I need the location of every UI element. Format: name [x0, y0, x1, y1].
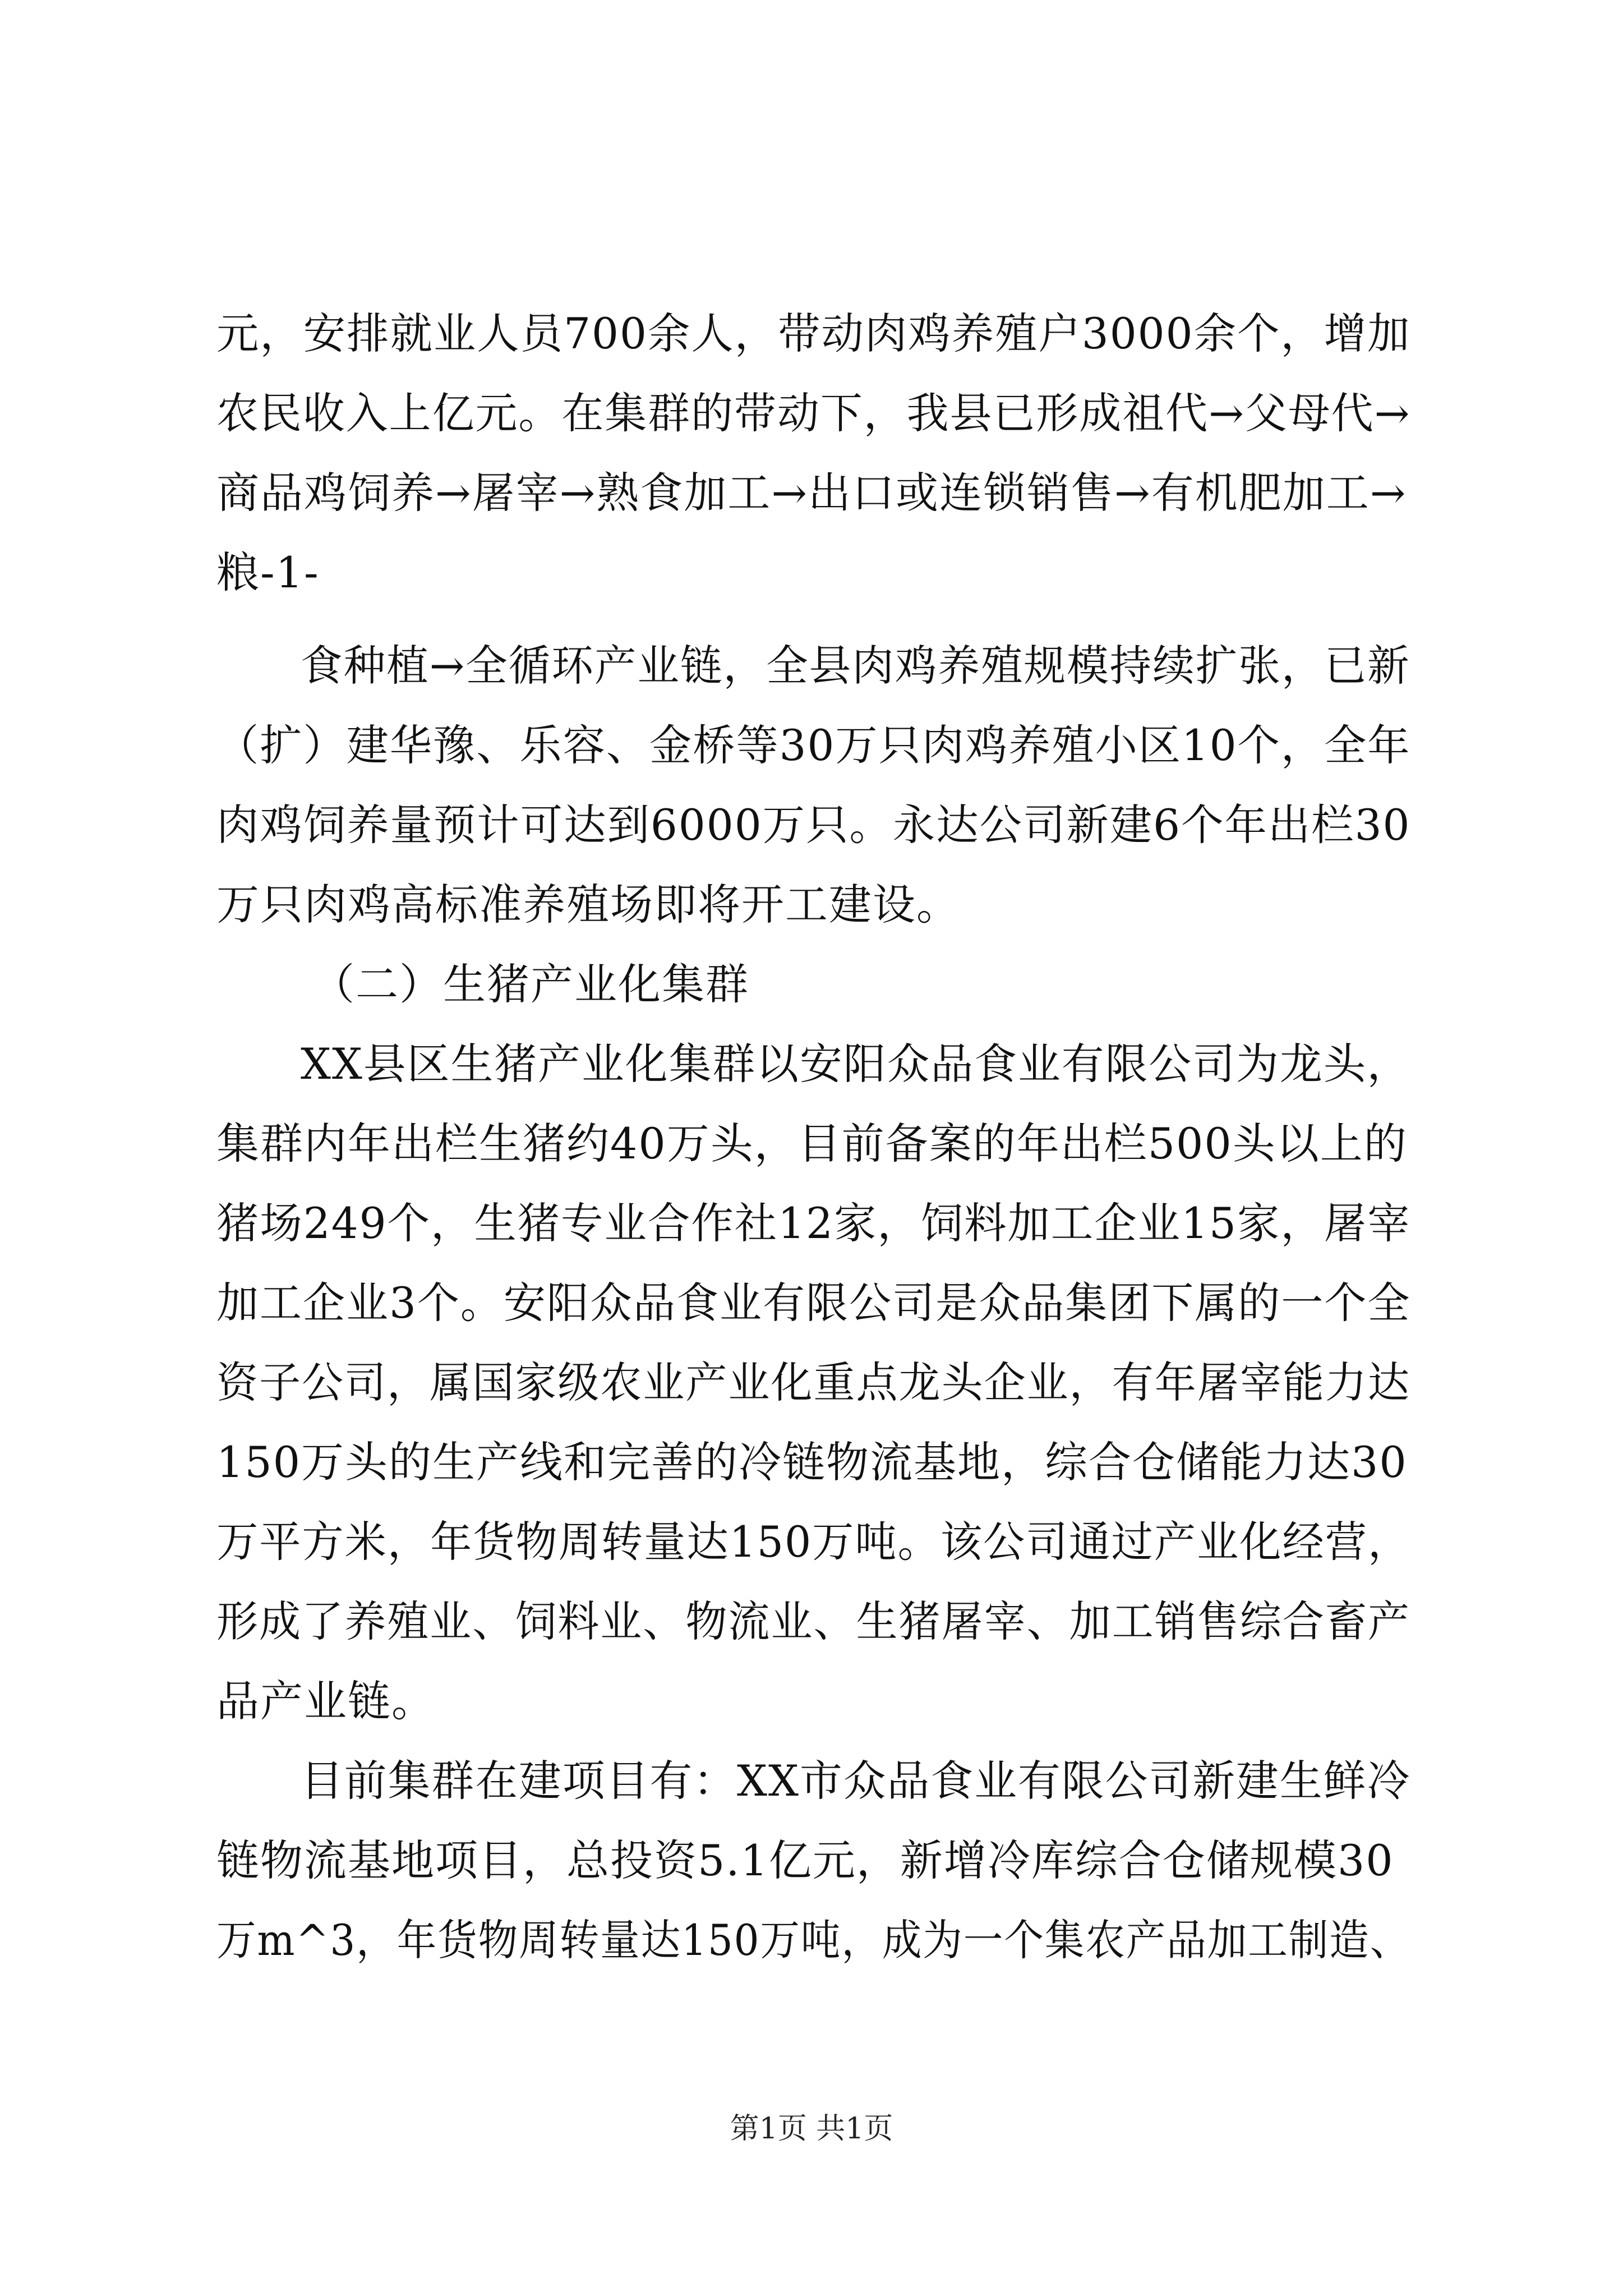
- body-text-line: 品产业链。: [216, 1676, 435, 1726]
- body-text-line: 猪场249个，生猪专业合作社12家，饲料加工企业15家，屠宰: [216, 1198, 1411, 1248]
- body-text-line: 农民收入上亿元。在集群的带动下，我县已形成祖代→父母代→: [216, 388, 1411, 438]
- body-text-line: 形成了养殖业、饲料业、物流业、生猪屠宰、加工销售综合畜产: [216, 1596, 1410, 1646]
- paragraph-first-line: 食种植→全循环产业链，全县肉鸡养殖规模持续扩张，已新: [301, 641, 1410, 691]
- body-text-line: 资子公司，属国家级农业产业化重点龙头企业，有年屠宰能力达: [216, 1358, 1410, 1407]
- body-text-line: 商品鸡饲养→屠宰→熟食加工→出口或连锁销售→有机肥加工→: [216, 468, 1407, 518]
- section-heading: （二）生猪产业化集群: [312, 959, 749, 1009]
- body-text-line: （扩）建华豫、乐容、金桥等30万只肉鸡养殖小区10个，全年: [216, 720, 1411, 770]
- body-text-line: 链物流基地项目，总投资5.1亿元，新增冷库综合仓储规模30: [216, 1835, 1394, 1885]
- paragraph-first-line: XX县区生猪产业化集群以安阳众品食业有限公司为龙头，: [301, 1039, 1411, 1089]
- body-text-line: 万平方米，年货物周转量达150万吨。该公司通过产业化经营，: [216, 1517, 1411, 1567]
- body-text-line: 万只肉鸡高标准养殖场即将开工建设。: [216, 880, 960, 930]
- body-text-line: 150万头的生产线和完善的冷链物流基地，综合仓储能力达30: [216, 1437, 1408, 1487]
- page-footer: 第1页 共1页: [730, 2112, 893, 2146]
- paragraph-first-line: 目前集群在建项目有：XX市众品食业有限公司新建生鲜冷: [301, 1756, 1411, 1806]
- body-text-line: 元，安排就业人员700余人，带动肉鸡养殖户3000余个，增加: [216, 309, 1411, 358]
- body-text-line: 加工企业3个。安阳众品食业有限公司是众品集团下属的一个全: [216, 1278, 1411, 1328]
- body-text-line: 万m^3，年货物周转量达150万吨，成为一个集农产品加工制造、: [216, 1915, 1411, 1965]
- body-text-line: 集群内年出栏生猪约40万头，目前备案的年出栏500头以上的: [216, 1119, 1408, 1168]
- body-text-line: 肉鸡饲养量预计可达到6000万只。永达公司新建6个年出栏30: [216, 800, 1411, 850]
- body-text-line: 粮-1-: [216, 547, 320, 597]
